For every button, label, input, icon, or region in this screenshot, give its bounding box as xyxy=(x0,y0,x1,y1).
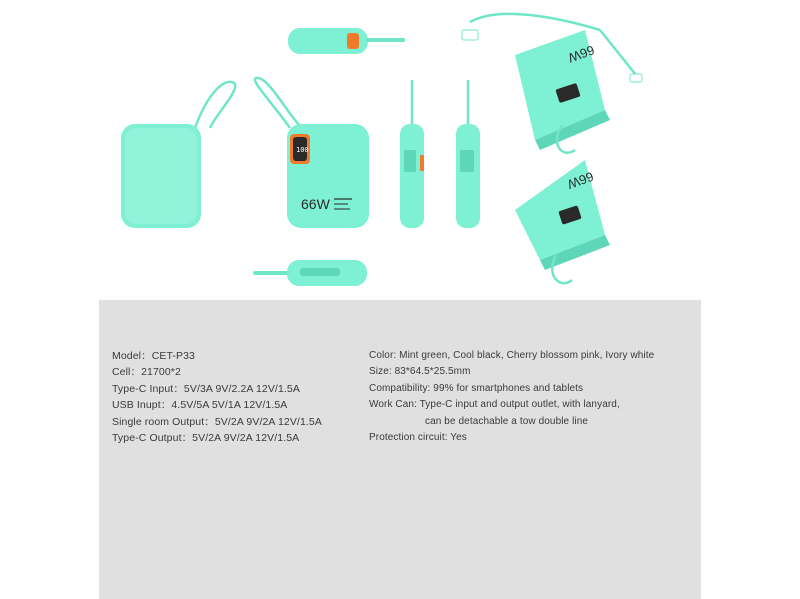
svg-text:66W: 66W xyxy=(565,168,596,193)
spec-usb-input: USB Inupt：4.5V/5A 5V/1A 12V/1.5A xyxy=(112,399,288,412)
spec-color: Color: Mint green, Cool black, Cherry blossom pink, Ivory white xyxy=(369,350,655,361)
front-view-render xyxy=(255,78,369,228)
spec-work-can: Work Can: Type-C input and output outlet, with lanyard, xyxy=(369,399,620,411)
spec-cell: Cell：21700*2 xyxy=(112,366,181,379)
perspective-bottom-render xyxy=(515,160,610,283)
side-view-left-render xyxy=(400,80,424,228)
bottom-view-render xyxy=(255,260,367,286)
spec-work-can-continued: can be detachable a tow double line xyxy=(425,415,589,427)
spec-panel xyxy=(99,300,701,599)
specs-right-column xyxy=(369,348,654,446)
perspective-top-render xyxy=(462,14,642,153)
spec-typec-input: Type-C Input：5V/3A 9V/2.2A 12V/1.5A xyxy=(112,382,300,395)
side-view-right-render xyxy=(456,80,480,228)
spec-single-room-output: Single room Output：5V/2A 9V/2A 12V/1.5A xyxy=(112,415,322,428)
spec-model: Model：CET-P33 xyxy=(112,350,195,362)
svg-text:66W: 66W xyxy=(566,42,597,66)
specs-left-column xyxy=(112,348,322,446)
spec-protection-circuit: Protection circuit: Yes xyxy=(369,432,467,444)
spec-size: Size: 83*64.5*25.5mm xyxy=(369,366,471,378)
svg-text:100: 100 xyxy=(296,146,309,154)
top-view-render xyxy=(288,28,403,54)
badge-66w: 66W xyxy=(301,196,330,212)
back-view-render xyxy=(121,82,235,228)
spec-compatibility: Compatibility: 99% for smartphones and tablets xyxy=(369,382,584,394)
spec-typec-output: Type-C Output：5V/2A 9V/2A 12V/1.5A xyxy=(112,432,300,445)
